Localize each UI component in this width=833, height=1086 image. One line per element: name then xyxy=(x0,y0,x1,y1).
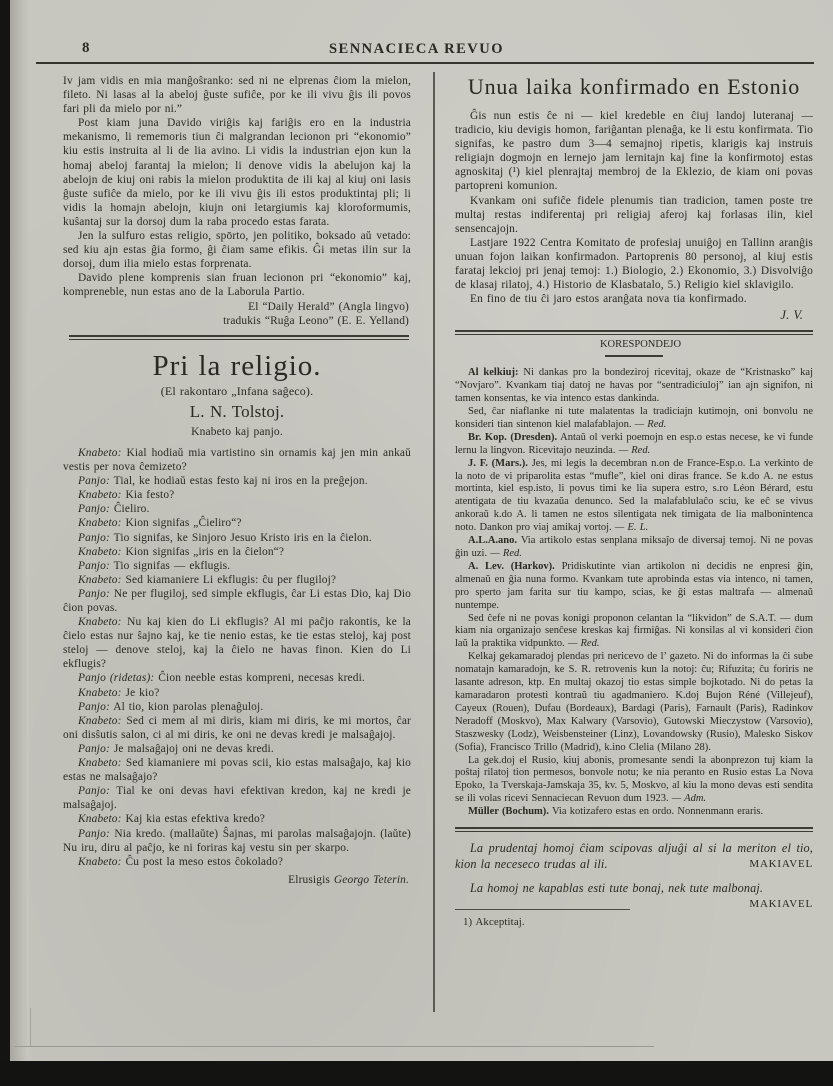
item-signature: — Red. xyxy=(490,548,522,559)
article-author: L. N. Tolstoj. xyxy=(189,401,285,421)
correspondence-item xyxy=(455,432,813,458)
item-body: Sed ĉefe ni ne povas konigi proponon celantan la “likvidon” de S.A.T. — dum kiam nia organizajo senĉese kreskas kaj firmiĝas. Ni konsilas al vi konsideri ĉion laŭ la praktika vidpunkto. xyxy=(455,612,813,650)
correspondence-item xyxy=(455,755,813,807)
title-underline xyxy=(605,355,663,357)
dialogue-line xyxy=(63,742,411,756)
article-title: Unua laika konfirmado en Estonio xyxy=(467,74,801,99)
dialogue-text: Tio signifas — ekflugis. xyxy=(113,559,231,572)
dialogue-text: Tio signifas, ke Sinjoro Jesuo Kristo iris en la ĉielon. xyxy=(113,531,372,544)
dialogue-line xyxy=(63,573,411,587)
journal-title: SENNACIECA REVUO xyxy=(328,41,505,57)
article-subtitle: (El rakontaro „Infana saĝeco). xyxy=(160,383,314,398)
dialogue-speaker: Knabeto: xyxy=(78,686,122,699)
quotation xyxy=(455,841,813,872)
dialogue-text: Kion signifas „iris en la ĉielon“? xyxy=(125,545,285,558)
dialogue-text: Kia festo? xyxy=(125,489,175,502)
correspondence-item xyxy=(455,367,813,406)
correspondence-item xyxy=(455,458,813,535)
item-body: La gek.doj el Rusio, kiuj abonis, promesante sendi la abonprezon tuj kiam la poŝtaj rilatoj tion permesos, bonvole notu; ke nia peranto en Rusio estas La Nova Epoko, 1a Tverskaja-Jamskaja 35, kv. 5, Moskvo, al kiu la mono devas esti sendita se ili volas ricevi Sennaciecan Revuon dum 1923. xyxy=(455,754,813,805)
correspondence-item xyxy=(455,535,813,561)
dialogue-text: Ĉieliro. xyxy=(113,503,150,516)
dialogue-line xyxy=(63,855,411,869)
dialogue-speaker: Panjo: xyxy=(78,475,110,488)
dialogue-line xyxy=(63,488,411,502)
quotation-text: La homoj ne kapablas esti tute bonaj, nek tute malbonaj. xyxy=(470,881,764,896)
dialogue-speaker: Panjo: xyxy=(78,587,110,600)
dialogue-line xyxy=(63,827,411,855)
item-addressee: J. F. (Mars.). xyxy=(468,457,528,469)
dialogue-line xyxy=(63,559,411,573)
page-number: 8 xyxy=(82,40,90,56)
footnote-rule xyxy=(455,909,630,910)
dialogue-text: Sed kiamaniere Li ekflugis: ĉu per flugiloj? xyxy=(125,573,337,586)
paragraph: Iv jam vidis en mia manĝoŝranko: sed ni ne elprenas ĉiom la mielon, fileto. Ni lasas al la abeloj ĝuste sufiĉe, por ke ili vivu ĝis ili povos fari pli da mielo por ni.” xyxy=(63,75,411,116)
dialogue-text: Al tio, kion parolas plenaĝuloj. xyxy=(113,700,264,713)
dialogue-line xyxy=(63,686,411,700)
quotation-attribution: MAKIAVEL xyxy=(749,897,813,910)
dialogue-text: Nia kredo. (mallaŭte) Ŝajnas, mi parolas malsaĝajojn. (laŭte) Nu iru, diru al paĉjo, ke ni foriras kaj vestu sin per skarpo. xyxy=(63,827,411,854)
item-body: Kelkaj gekamaradoj plendas pri nericevo de l’ gazeto. Ni do informas la ĉi sube nomatajn kamaradojn, ke S. R. retrovenis kun la notoj: ĉu; Rifuzita; ĉu foriris ne lasante adreson, ktp. En multaj okazoj tio estas simple bojkotado. Ni do petas la kamaradaron protesti kontraŭ tiu agadmaniero. K.doj Bujon Réné (Villejeuf), Cayeux (Rouen), Dufau (Bordeaux), Bardagi (Paris), Farnault (Paris), Radinkov Neradoff (Moskvo), Max Kalwary (Varsovio), Gutowski Mieczystow (Varsovio), Staszwesky (Lodz), Weisbensteiner (Linz), Lovandowsky (Rusio), Malesko Siskov (Sofia), Francisco Trillo (Madrid), k.ino Clelia (Milano 28). xyxy=(455,651,813,753)
correspondence-item xyxy=(455,613,813,652)
item-body: Pridiskutinte vian artikolon ni decidis ne enpresi ĝin, almenaŭ en ĝia nuna formo. Kvankam tute aprobinda estas via intenco, ni tamen, pro sperto jam farita sur tiu kampo, scias, ke ĝi estas maltrafa — almenaŭ nuntempe. xyxy=(455,560,813,611)
item-addressee: Al kelkiuj: xyxy=(468,367,519,379)
dialogue-line xyxy=(63,531,411,545)
dialogue-text: Kial hodiaŭ mia vartistino sin ornamis kaj jen min ankaŭ vestis per nova ĉemizeto? xyxy=(63,446,411,474)
section-divider xyxy=(455,827,813,832)
korespondejo-section xyxy=(455,339,813,819)
right-column xyxy=(455,74,813,1068)
item-body: Via kotizafero estas en ordo. Nonnenmann eraris. xyxy=(551,806,764,818)
dialogue-text: Tial ke oni devas havi efektivan kredon, kaj ne kredi je malsaĝajoj. xyxy=(63,785,411,812)
page-edge-line xyxy=(14,1046,654,1047)
credit-line: tradukis “Ruĝa Leono” (E. E. Yelland) xyxy=(223,314,409,327)
dialogue-line xyxy=(63,756,411,784)
dialogue-speaker: Knabeto: xyxy=(78,616,122,629)
section-divider xyxy=(69,335,409,340)
dialogue-speaker: Knabeto: xyxy=(78,813,122,826)
dialogue-text: Je malsaĝajoj oni ne devas kredi. xyxy=(113,742,274,755)
item-body: Sed, ĉar niaflanke ni tute malatentas la tradiciajn kutimojn, oni bonvolu ne konsideri tian sintenon kiel malafablajon. xyxy=(455,406,813,430)
item-addressee: A. Lev. (Harkov). xyxy=(468,560,555,572)
dialogue-line xyxy=(63,615,411,671)
dialogue-text: Sed ci mem al mi diris, kiam mi diris, ke mi mortos, ĉar oni disŝutis salon, ci al mi diris, ke oni ne devas kredi je malsaĝajoj. xyxy=(63,714,411,741)
dialogue-line xyxy=(63,502,411,516)
item-signature: — Red. xyxy=(618,444,651,456)
dialogue-line xyxy=(63,474,411,488)
correspondence-item xyxy=(455,806,813,819)
dialogue-line xyxy=(63,671,411,685)
paragraph: Kvankam oni sufiĉe fidele plenumis tian tradicion, tamen poste tre multaj restas indiferentaj pri religiaj aferoj kaj forlasas ilin, kiel sensencajojn. xyxy=(455,194,813,235)
quotation xyxy=(455,881,813,910)
item-addressee: A.L.A.ano. xyxy=(468,535,518,547)
dialogue-line xyxy=(63,516,411,530)
dialogue-line xyxy=(63,812,411,826)
quotation-attribution: MAKIAVEL xyxy=(749,857,813,870)
dialogue-speaker: Panjo: xyxy=(78,827,110,840)
dialogue-text: Sed kiamaniere mi povas scii, kio estas malsaĝajo, kaj kio estas ne malsaĝajo? xyxy=(63,757,411,784)
correspondence-item xyxy=(455,651,813,754)
item-signature: — Adm. xyxy=(671,793,707,805)
dialogue-speaker: Knabeto: xyxy=(78,517,122,530)
item-body: Ni dankas pro la bondeziroj ricevitaj, okaze de “Kristnasko” kaj “Novjaro”. Kvankam tiaj datoj ne havas por “sentradiciuloj” ian ajn signifon, ni tamen konsentas, ke via intenco estas dankinda. xyxy=(455,367,813,405)
item-body: Jes, mi legis la decembran n.on de France-Esp.o. La verkinto de la noto de vi priparolita estas “mufle”, kiel oni diras france. Se k.do A. ne estus mortinta, kiel esp.isto, li povus timi ke lia supera estro, s.ro Léon Bérard, estu atentigata de tiu kvazaŭa denunco. Sed la malafablulaĉo sciu, ke eĉ se vivus ankoraŭ k.do A. li tamen ne estos silentigata nek timigata de lia malbonintenca noto. Dankon pro viaj amikaj vortoj. xyxy=(455,457,813,534)
dialogue-line xyxy=(63,714,411,742)
dialogue-speaker: Knabeto: xyxy=(78,489,122,502)
dialogue-speaker: Panjo: xyxy=(78,700,110,713)
dialogue-speaker: Knabeto: xyxy=(78,545,122,558)
dialogue-speaker: Panjo (ridetas): xyxy=(78,672,155,685)
footnote: 1) Akceptitaj. xyxy=(463,915,525,928)
item-addressee: Müller (Bochum). xyxy=(468,806,549,818)
dialogue-line xyxy=(63,700,411,714)
dialogue-text: Kion signifas „Ĉieliro“? xyxy=(125,517,242,530)
correspondence-item xyxy=(455,406,813,432)
translator-name: Georgo Teterin. xyxy=(333,873,409,886)
left-column xyxy=(63,74,411,1074)
section-title: KORESPONDEJO xyxy=(599,339,682,351)
dialogue-text: Tial, ke hodiaŭ estas festo kaj ni iros en la preĝejon. xyxy=(113,475,368,488)
dialogue-speaker: Panjo: xyxy=(78,785,110,798)
column-divider xyxy=(433,72,435,1012)
header-rule xyxy=(36,62,814,64)
paragraph: Post kiam juna Davido viriĝis kaj fariĝis ero en la industria mekanismo, li rememoris tiun ĉi malgrandan lecionon pri “ekonomio” kiu estis instruita al li de lia avino. Li vidis la industrian ejon kun la homaj abeloj farantaj la mielon; li denove vidis la abelujon kaj la abelojn de kiuj oni rabis la mielon produktita de ili kaj al kiuj oni lasis ĝuste sufiĉe da mielo, por ke ili vivu ĝis ili estos produktintaj pli; li vidis la homajn abelojn, kiujn oni letargiumis kaj kloroformumis, kuŝantaj sur la dorsoj dum la raba procedo estas farata. xyxy=(63,117,411,228)
page-edge-line xyxy=(30,1008,31,1046)
dialogue-line xyxy=(63,446,411,474)
paragraph: Jen la sulfuro estas religio, spōrto, jen politiko, boksado aŭ vetado: sed kiu ajn estas ĝia formo, ĝi ĉiam same efikis. Ĝi metas ilin sur la dorsoj, dum ilia mielo estas forprenata. xyxy=(63,230,411,271)
item-body: Via artikolo estas senplana miksaĵo de diversaj temoj. Ni ne povas ĝin uzi. xyxy=(455,535,813,559)
item-signature: — Red. xyxy=(634,418,667,430)
paragraph: En fino de tiu ĉi jaro estos aranĝata nova tia konfirmado. xyxy=(470,293,747,306)
item-signature: — E. L. xyxy=(614,522,649,534)
item-signature: — Red. xyxy=(567,638,600,650)
dialogue-line xyxy=(63,587,411,615)
quotation-text: La prudentaj homoj ĉiam scipovas aljuĝi al si la meriton el tio, kion la neceseco trudas al ili. xyxy=(455,841,813,871)
dialogue-speaker: Panjo: xyxy=(78,531,110,544)
dialogue-text: Ĉion neeble estas kompreni, necesas kredi. xyxy=(158,672,365,685)
credit-line: El “Daily Herald” (Angla lingvo) xyxy=(248,300,409,313)
translator-credit xyxy=(63,873,411,887)
dialogue-line xyxy=(63,784,411,812)
dialogue-text: Ĉu post la meso estos ĉokolado? xyxy=(125,855,284,868)
dialogue-text: Kaj kia estas efektiva kredo? xyxy=(125,813,266,826)
dialogue-speaker: Knabeto: xyxy=(78,573,122,586)
item-body: Antaŭ ol verki poemojn en esp.o estas necese, ke vi funde lernu la lingvon. Ricevitajo neuzinda. xyxy=(455,431,813,456)
scan-edge-left xyxy=(0,0,10,1086)
page-edge-shadow xyxy=(10,0,29,1086)
dialogue-speaker: Panjo: xyxy=(78,503,110,516)
scan-edge-bottom xyxy=(0,1061,833,1086)
dialogue-speaker: Knabeto: xyxy=(78,757,122,770)
dialogue-line xyxy=(63,545,411,559)
dialogue-speaker: Panjo: xyxy=(78,742,110,755)
paragraph: Lastjare 1922 Centra Komitato de profesiaj unuiĝoj en Tallinn aranĝis unuan fojon laikan konfirmadon. Partoprenis 80 personoj, al kiuj estis farataj lekcioj pri jenaj temoj: 1.) Biologio, 2.) Ekonomio, 3.) Disvolviĝo de klasaj rilatoj, 4.) Historio de Klasbatalo, 5.) Religio kiel sklavigilo. xyxy=(455,236,813,292)
correspondence-item xyxy=(455,561,813,613)
dialogue-speaker: Knabeto: xyxy=(78,446,122,459)
translator-credit-prefix: Elrusigis xyxy=(288,873,330,886)
paragraph: Ĝis nun estis ĉe ni — kiel kredeble en ĉiuj landoj luteranaj — tradicio, kiu devigis homon, fariĝantan plenaĝa, ke li estu konfirmata. Tio signifas, ke pastro dum 3—4 semajnoj ripetis, klarigis kaj instruis religiajn dogmojn en lernejo jam lernitajn kaj fine la konfirmotoj estas agnoskitaj (¹) kiel plenrajtaj membroj de la Eklezio, de kiam oni povas partopreni komunion. xyxy=(455,110,813,193)
section-divider xyxy=(455,330,813,335)
dialogue-speaker: Panjo: xyxy=(78,559,110,572)
dialogue-text: Nu kaj kien do Li ekflugis? Al mi paĉjo rakontis, ke la ĉielo estas nur ŝajno kaj, ke tie nenio estas, ke tie estas steloj, kaj post steloj — denove steloj, kaj la ĉielo ne havas finon. Kien do Li ekflugis? xyxy=(63,616,411,671)
dialogue-text: Je kio? xyxy=(125,686,160,699)
article-subheading: Knabeto kaj panjo. xyxy=(191,425,283,438)
item-addressee: Br. Kop. (Dresden). xyxy=(468,431,558,443)
dialogue-speaker: Knabeto: xyxy=(78,855,122,868)
paragraph: Davido plene komprenis sian fruan lecionon pri “ekonomio” kaj, kompreneble, nun estas ano de la Laborula Partio. xyxy=(63,272,411,299)
article-signature: J. V. xyxy=(780,308,803,323)
article-title: Pri la religio. xyxy=(152,349,322,382)
dialogue-speaker: Knabeto: xyxy=(78,714,122,727)
dialogue-text: Ne per flugiloj, sed simple ekflugis, ĉar Li estas Dio, kaj Dio ĉion povas. xyxy=(63,587,411,614)
